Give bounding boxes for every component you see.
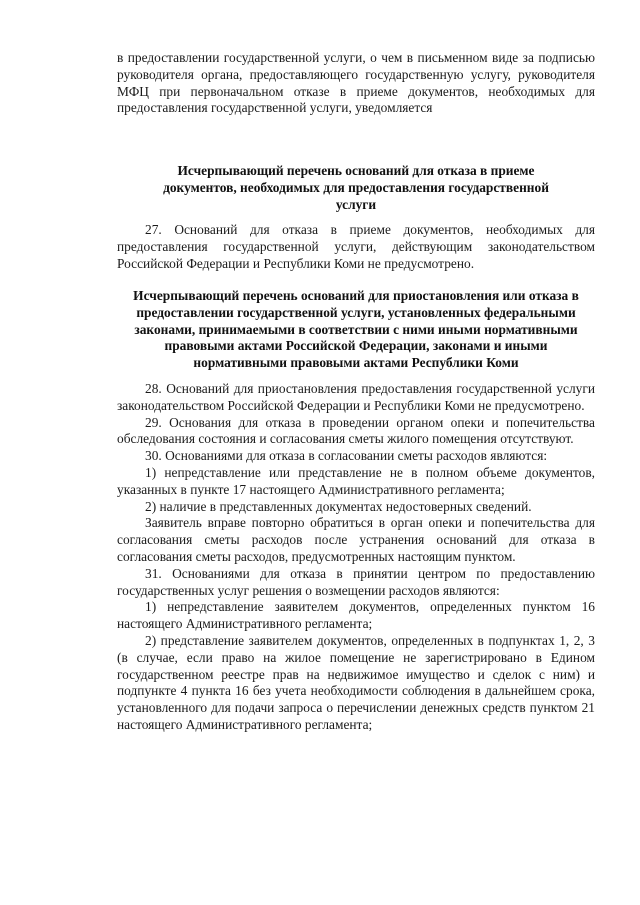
paragraph-30-item-1: 1) непредставление или представление не в полном объеме документов, указанных в пункте 17 настоящего Административного регламента;: [117, 464, 595, 497]
paragraph-28: 28. Оснований для приостановления предоставления государственной услуги законодательством Российской Федерации и Республики Коми не предусмотрено.: [117, 381, 595, 413]
paragraph-30: 30. Основаниями для отказа в согласовании сметы расходов являются:: [145, 448, 548, 464]
paragraphs-block: [117, 381, 595, 734]
paragraph-29: 29. Основания для отказа в проведении органом опеки и попечительства обследования состояния и согласования сметы жилого помещения отсутствуют.: [117, 414, 595, 447]
paragraph-30-note: Заявитель вправе повторно обратиться в орган опеки и попечительства для согласования сметы расходов после устранения оснований для отказа в согласования сметы расходов, предусмотренных настоящим пунктом.: [117, 515, 595, 564]
paragraph-30-item-2: 2) наличие в представленных документах недостоверных сведений.: [145, 498, 532, 514]
intro-paragraph: в предоставлении государственной услуги, о чем в письменном виде за подписью руководителя органа, предоставляющего государственную услугу, руководителя МФЦ при первоначальном отказе в приеме документов, необходимых для предоставления государственной услуги, уведомляется: [117, 50, 595, 116]
paragraph-31-item-1: 1) непредставление заявителем документов, определенных пунктом 16 настоящего Административного регламента;: [117, 599, 595, 632]
paragraph-31-item-2: 2) представление заявителем документов, определенных в подпунктах 1, 2, 3 (в случае, если право на жилое помещение не зарегистрировано в Едином государственном реестре прав на недвижимое имущество и сделок с ним) и подпункте 4 пункта 16 без учета необходимости соблюдения в дальнейшем срока, установленного для подачи запроса о перечислении денежных средств пунктом 21 настоящего Административного регламента;: [117, 632, 595, 732]
section-heading-suspension-refusal: Исчерпывающий перечень оснований для приостановления или отказа в предоставлении государственной услуги, установленных федеральными законами, принимаемыми в соответствии с ними иными нормативными правовыми актами Российской Федерации, законами и иными нормативными правовыми актами Республики Коми: [133, 288, 579, 371]
section-heading-refusal-acceptance: Исчерпывающий перечень оснований для отказа в приеме документов, необходимых для предоставления государственной услуги: [163, 163, 549, 212]
paragraph-31: 31. Основаниями для отказа в принятии центром по предоставлению государственных услуг решения о возмещении расходов являются:: [117, 565, 595, 598]
paragraph-27: 27. Оснований для отказа в приеме документов, необходимых для предоставления государственной услуги, действующим законодательством Российской Федерации и Республики Коми не предусмотрено.: [117, 222, 595, 271]
